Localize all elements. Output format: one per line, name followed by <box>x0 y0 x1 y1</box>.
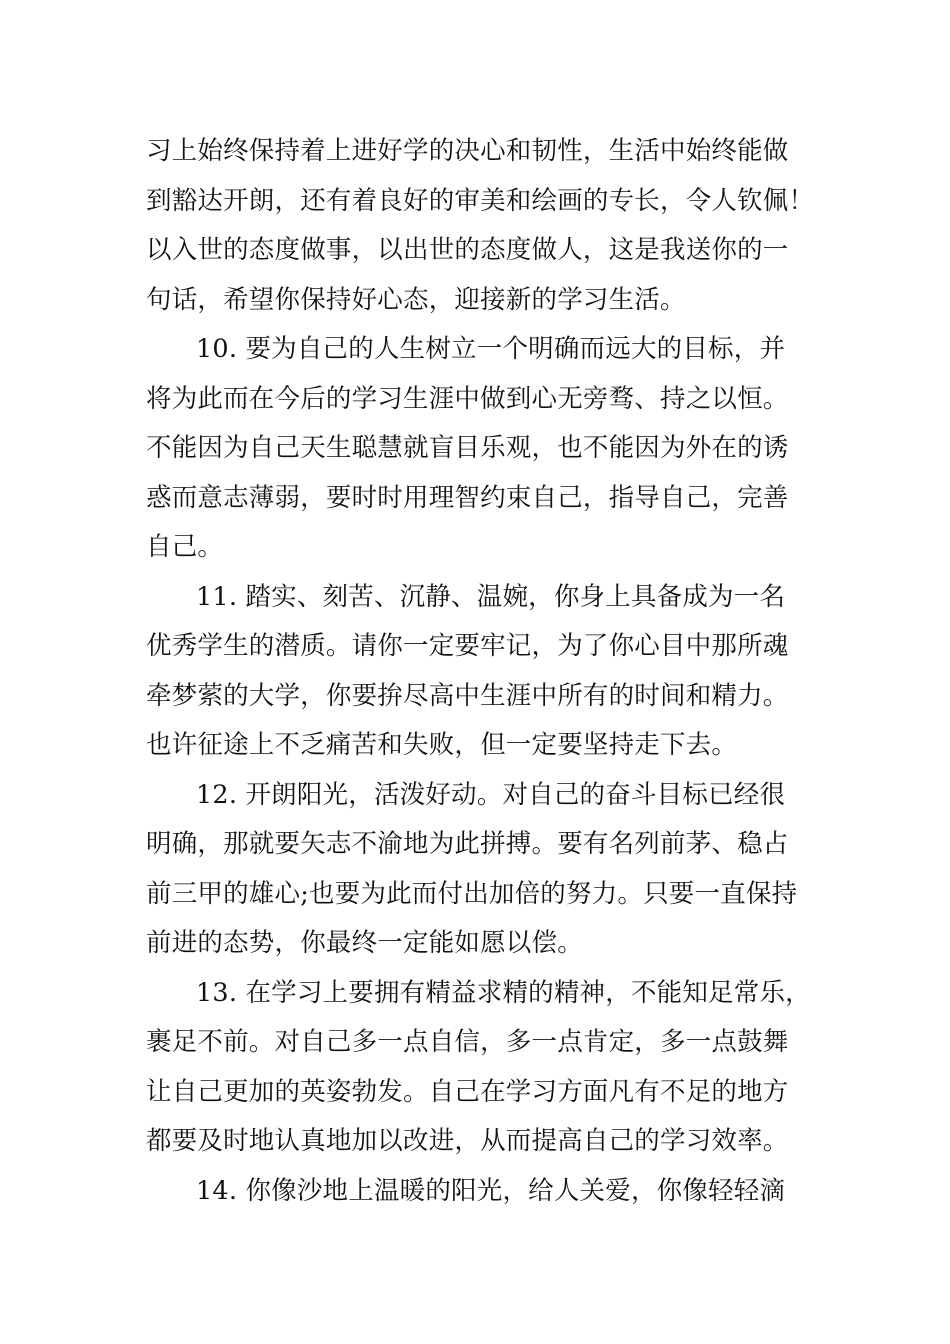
text-line: 10. 要为自己的人生树立一个明确而远大的目标，并 <box>196 334 786 364</box>
text-line: 11. 踏实、刻苦、沉静、温婉，你身上具备成为一名 <box>196 582 786 612</box>
text-line: 自己。 <box>146 532 224 562</box>
text-line: 前进的态势，你最终一定能如愿以偿。 <box>146 928 583 958</box>
text-line: 将为此而在今后的学习生涯中做到心无旁骛、持之以恒。 <box>146 384 789 414</box>
text-line: 到豁达开朗，还有着良好的审美和绘画的专长，令人钦佩！ <box>146 186 815 216</box>
text-line: 牵梦萦的大学，你要拚尽高中生涯中所有的时间和精力。 <box>146 681 789 711</box>
text-line: 14. 你像沙地上温暖的阳光，给人关爱，你像轻轻滴 <box>196 1176 786 1206</box>
text-line: 前三甲的雄心;也要为此而付出加倍的努力。只要一直保持 <box>146 879 798 909</box>
text-line: 也许征途上不乏痛苦和失败，但一定要坚持走下去。 <box>146 730 738 760</box>
text-line: 明确，那就要矢志不渝地为此拼搏。要有名列前茅、稳占 <box>146 829 789 859</box>
text-line: 句话，希望你保持好心态，迎接新的学习生活。 <box>146 285 686 315</box>
text-line: 习上始终保持着上进好学的决心和韧性，生活中始终能做 <box>146 136 789 166</box>
text-line: 惑而意志薄弱，要时时用理智约束自己，指导自己，完善 <box>146 483 789 513</box>
text-line: 优秀学生的潜质。请你一定要牢记，为了你心目中那所魂 <box>146 631 789 661</box>
text-line: 12. 开朗阳光，活泼好动。对自己的奋斗目标已经很 <box>196 780 786 810</box>
text-line: 不能因为自己天生聪慧就盲目乐观，也不能因为外在的诱 <box>146 433 789 463</box>
text-line: 以入世的态度做事，以出世的态度做人，这是我送你的一 <box>146 235 789 265</box>
text-line: 裹足不前。对自己多一点自信，多一点肯定，多一点鼓舞 <box>146 1027 789 1057</box>
text-line: 都要及时地认真地加以改进，从而提高自己的学习效率。 <box>146 1126 789 1156</box>
text-line: 让自己更加的英姿勃发。自己在学习方面凡有不足的地方 <box>146 1077 789 1107</box>
text-line: 13. 在学习上要拥有精益求精的精神，不能知足常乐， <box>196 978 811 1008</box>
